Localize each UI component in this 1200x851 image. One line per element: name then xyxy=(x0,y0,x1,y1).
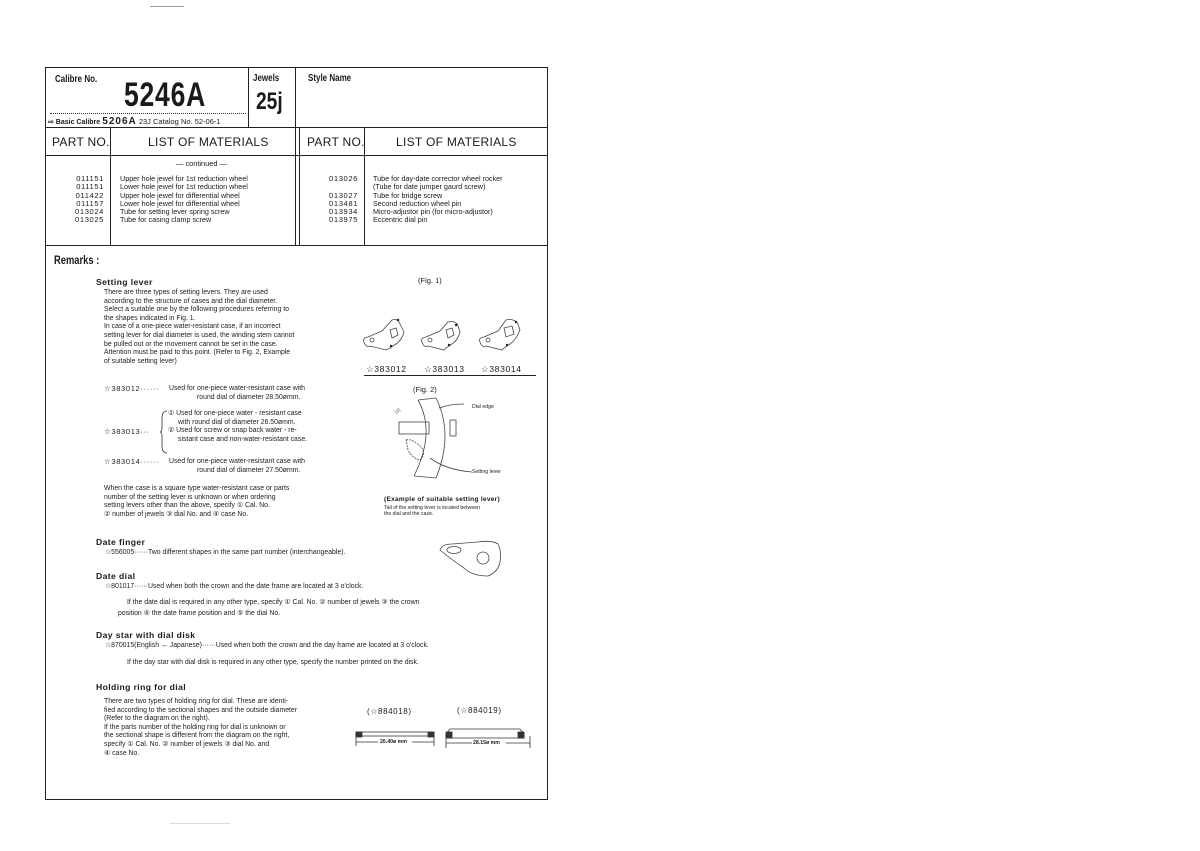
date-finger-title: Date finger xyxy=(96,537,146,547)
text-line: fied according to the sectional shapes and the outside diameter xyxy=(104,706,298,714)
holding-ring-section-diagrams xyxy=(354,726,534,750)
part-no: 011151 xyxy=(76,182,104,192)
basic-calibre-line xyxy=(48,116,221,127)
text-line: Select a suitable one by the following procedures referring to xyxy=(104,306,290,314)
material-desc: Upper hole jewel for 1st reduction wheel xyxy=(120,174,248,183)
text-line: When the case is a square type water-resistant case or parts xyxy=(104,485,290,492)
material-desc: Micro-adjustor pin (for micro-adjustor) xyxy=(373,207,493,217)
jewels-divider xyxy=(248,67,249,127)
text-line: number of the setting lever is unknown or when ordering xyxy=(104,493,276,501)
center-divider-left xyxy=(295,67,296,245)
label-setting-lever: Setting lever xyxy=(472,469,501,475)
right-descriptions xyxy=(373,175,503,225)
text-line: In case of a one-piece water-resistant case, if an incorrect xyxy=(104,323,281,331)
material-desc: Tube for casing clamp screw xyxy=(120,215,212,225)
material-desc: Tube for day-date corrector wheel rocker xyxy=(373,174,503,183)
fig1-underline xyxy=(364,375,536,376)
col-header-materials-left: LIST OF MATERIALS xyxy=(148,135,269,149)
day-star-note: If the day star with dial disk is required in any other type, specify the number printed on the disk. xyxy=(127,659,419,666)
scan-artifact xyxy=(150,6,184,7)
text-line: sistant case and non-water-resistant case. xyxy=(178,435,308,443)
left-part-col-divider xyxy=(110,127,111,245)
right-part-numbers xyxy=(306,175,358,225)
material-desc: Eccentric dial pin xyxy=(373,215,428,225)
material-desc: Second reduction wheel pin xyxy=(373,198,462,208)
setting-lever-outro xyxy=(104,485,289,519)
text-line: according to the structure of cases and the dial diameter. xyxy=(104,297,278,305)
material-desc: (Tube for date jumper gaurd screw) xyxy=(373,182,486,192)
header-bottom-rule xyxy=(45,127,548,128)
holding-ring-desc xyxy=(104,698,297,758)
date-finger-line: ☆556005······Two different shapes in the same part number (interchangeable). xyxy=(105,549,346,556)
holding-ring-title: Holding ring for dial xyxy=(96,682,187,692)
text-line: round dial of diameter 27.50ømm. xyxy=(197,466,301,474)
text-line: setting lever for dial diameter is used, the winding stem cannot xyxy=(104,331,295,339)
part-no: 013481 xyxy=(329,198,358,208)
setting-lever-fitting-diagram xyxy=(392,398,512,478)
part-code-383014: ☆383014······ xyxy=(104,457,160,466)
fig2-example-title: (Example of suitable setting lever) xyxy=(384,496,500,503)
part-no: 011422 xyxy=(75,190,104,200)
col-header-part-no-left: PART NO. xyxy=(52,135,110,149)
part-no: 013027 xyxy=(329,190,358,200)
text-line: the sectional shape is different from the diagram on the right, xyxy=(104,732,290,740)
setting-lever-shapes-illustration xyxy=(360,318,535,358)
part-no: 013024 xyxy=(75,207,104,217)
part-no: 011151 xyxy=(76,174,104,183)
text-line: setting levers other than the above, specify ① Cal. No. xyxy=(104,502,270,510)
jewels-value: 25j xyxy=(256,88,283,115)
date-finger-illustration xyxy=(438,540,504,580)
text-line: the shapes indicated in Fig. 1. xyxy=(104,314,196,322)
text-line: specify ① Cal. No. ② number of jewels ③ dial No. and xyxy=(104,740,270,748)
calibre-label: Calibre No. xyxy=(55,74,98,85)
material-desc: Upper hole jewel for differential wheel xyxy=(120,190,240,200)
text-line: There are two types of holding ring for dial. These are identi- xyxy=(104,698,289,705)
part-383012-desc xyxy=(169,385,305,402)
part-383014-desc xyxy=(169,458,305,475)
fig1-code-383013: ☆383013 xyxy=(424,364,465,374)
part-no: 013934 xyxy=(329,207,358,217)
col-header-materials-right: LIST OF MATERIALS xyxy=(396,135,517,149)
text-line: round dial of diameter 28.50ømm. xyxy=(197,393,301,401)
material-desc: Tube for bridge screw xyxy=(373,190,443,200)
text-line: Used for one-piece water-resistant case with xyxy=(169,458,305,465)
date-dial-note xyxy=(118,598,420,619)
fig1-code-383012: ☆383012 xyxy=(366,364,407,374)
scan-artifact xyxy=(170,823,230,824)
text-line: (Refer to the diagram on the right). xyxy=(104,715,210,723)
text-line: the dial and the case. xyxy=(384,511,434,518)
setting-lever-title: Setting lever xyxy=(96,277,153,287)
basic-calibre-number: 5206A xyxy=(102,116,137,127)
text-line: of suitable setting lever) xyxy=(104,357,177,365)
material-desc: Lower hole jewel for 1st reduction wheel xyxy=(120,182,248,192)
remarks-heading: Remarks : xyxy=(54,253,100,267)
text-line: If the parts number of the holding ring for dial is unknown or xyxy=(104,723,286,731)
col-header-part-no-right: PART NO. xyxy=(307,135,365,149)
text-line: ② number of jewels ③ dial No. and ④ case No. xyxy=(104,510,249,518)
text-line: ④ case No. xyxy=(104,749,140,757)
part-no: 013025 xyxy=(75,215,104,225)
part-code-383012: ☆383012······ xyxy=(104,384,160,393)
svg-text:(a): (a) xyxy=(393,406,402,416)
material-desc: Lower hole jewel for differential wheel xyxy=(120,198,240,208)
table-header-rule xyxy=(45,155,548,156)
text-line: with round dial of diameter 26.50ømm. xyxy=(178,418,296,426)
setting-lever-intro xyxy=(104,289,294,366)
fig1-caption: (Fig. 1) xyxy=(418,276,442,285)
left-descriptions xyxy=(120,175,248,225)
text-line: There are three types of setting levers. They are used xyxy=(104,289,268,296)
basic-calibre-catalog: 23J Catalog No. 52-06-1 xyxy=(138,117,221,126)
part-no: 013026 xyxy=(329,174,358,183)
calibre-number: 5246A xyxy=(124,76,207,114)
part-no: 013975 xyxy=(329,215,358,225)
text-line: be pulled out or the movement cannot be set in the case. xyxy=(104,340,278,348)
text-line: position ④ the date frame position and ⑤ the dial No. xyxy=(118,609,281,617)
style-name-label: Style Name xyxy=(308,73,352,84)
material-desc: Tube for setting lever spring screw xyxy=(120,207,230,217)
fig2-example-desc xyxy=(384,505,480,518)
text-line: ① Used for one-piece water - resistant case xyxy=(168,410,302,417)
text-line: Attention must be paid to this point. (Refer to Fig. 2, Example xyxy=(104,349,291,357)
fig2-caption: (Fig. 2) xyxy=(413,385,437,394)
basic-calibre-prefix: ⇨ Basic Calibre xyxy=(48,119,101,126)
left-part-numbers xyxy=(50,175,104,225)
ring-b-diameter: 28.15ø mm xyxy=(473,740,500,746)
jewels-label: Jewels xyxy=(253,73,280,84)
continued-label: — continued — xyxy=(176,159,227,168)
brace-icon xyxy=(160,410,168,454)
label-dial-edge: Dial edge xyxy=(472,404,494,410)
date-dial-title: Date dial xyxy=(96,571,136,581)
table-bottom-rule xyxy=(45,245,548,246)
part-no: 011157 xyxy=(76,198,104,208)
date-dial-line: ☆801017······Used when both the crown and the date frame are located at 3 o'clock. xyxy=(105,583,364,590)
ring-code-884019: (☆884019) xyxy=(457,706,502,715)
text-line: ② Used for screw or snap back water - re- xyxy=(168,427,297,435)
text-line: If the date dial is required in any other type, specify ① Cal. No. ② number of jewels ③ the crown xyxy=(127,599,420,606)
center-divider-right xyxy=(299,127,300,245)
text-line: Used for one-piece water-resistant case with xyxy=(169,385,305,392)
fig1-code-383014: ☆383014 xyxy=(481,364,522,374)
text-line: Tail of the setting lever is located between xyxy=(384,505,481,511)
ring-code-884018: (☆884018) xyxy=(367,707,412,716)
ring-a-diameter: 26.40ø mm xyxy=(380,739,407,745)
day-star-line: ☆870015(English ↔ Japanese)······Used when both the crown and the day frame are located at 3 o'clock. xyxy=(105,642,429,649)
day-star-title: Day star with dial disk xyxy=(96,630,196,640)
part-code-383013: ☆383013··· xyxy=(104,427,150,436)
part-383013-desc xyxy=(168,410,307,444)
